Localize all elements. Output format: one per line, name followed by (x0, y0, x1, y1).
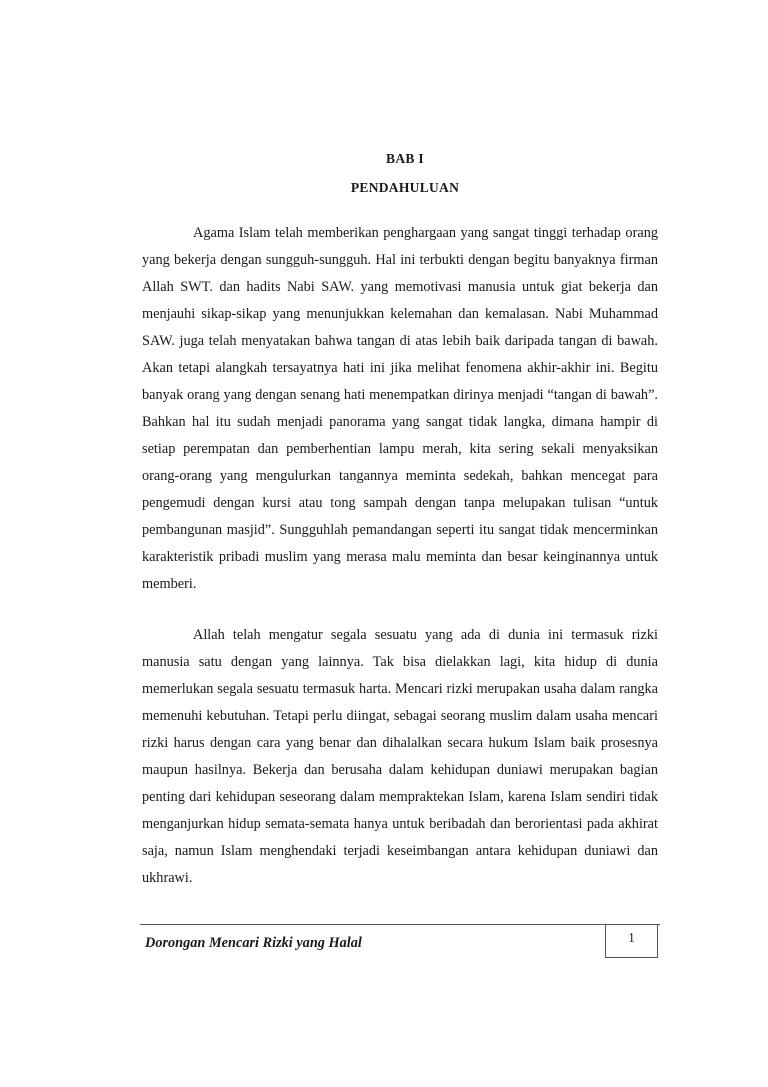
running-footer-title: Dorongan Mencari Rizki yang Halal (145, 935, 362, 951)
footer-divider (140, 924, 660, 925)
chapter-heading: BAB I (386, 151, 424, 166)
page-number: 1 (605, 924, 658, 958)
chapter-title: PENDAHULUAN (350, 180, 460, 195)
body-paragraph: Agama Islam telah memberikan penghargaan yang sangat tinggi terhadap orang yang bekerja dengan sungguh-sungguh. Hal ini terbukti dengan begitu banyaknya firman Allah SWT. dan hadits Nabi SAW. yang memotivasi manusia untuk giat bekerja dan menjauhi sikap-sikap yang menunjukkan kelemahan dan kemalasan. Nabi Muhammad SAW. juga telah menyatakan bahwa tangan di atas lebih baik daripada tangan di bawah. Akan tetapi alangkah tersayatnya hati ini jika melihat fenomena akhir-akhir ini. Begitu banyak orang yang dengan senang hati menempatkan dirinya menjadi “tangan di bawah”. Bahkan hal itu sudah menjadi panorama yang sangat tidak langka, dimana hampir di setiap perempatan dan pemberhentian lampu merah, kita sering sekali menyaksikan orang-orang yang mengulurkan tangannya meminta sedekah, bahkan mencegat para pengemudi dengan kursi atau tong sampah dengan tanpa melupakan tulisan “untuk pembangunan masjid”. Sungguhlah pemandangan seperti itu sangat tidak mencerminkan karakteristik pribadi muslim yang merasa malu meminta dan besar keinginannya untuk memberi. (142, 225, 658, 592)
body-paragraph: Allah telah mengatur segala sesuatu yang ada di dunia ini termasuk rizki manusia satu dengan yang lainnya. Tak bisa dielakkan lagi, kita hidup di dunia memerlukan segala sesuatu termasuk harta. Mencari rizki merupakan usaha dalam rangka memenuhi kebutuhan. Tetapi perlu diingat, sebagai seorang muslim dalam usaha mencari rizki harus dengan cara yang benar dan dihalalkan secara hukum Islam baik prosesnya maupun hasilnya. Bekerja dan berusaha dalam kehidupan duniawi merupakan bagian penting dari kehidupan seseorang dalam mempraktekan Islam, karena Islam sendiri tidak menganjurkan hidup semata-semata hanya untuk beribadah dan berorientasi pada akhirat saja, namun Islam menghendaki terjadi keseimbangan antara kehidupan duniawi dan ukhrawi. (142, 627, 658, 886)
